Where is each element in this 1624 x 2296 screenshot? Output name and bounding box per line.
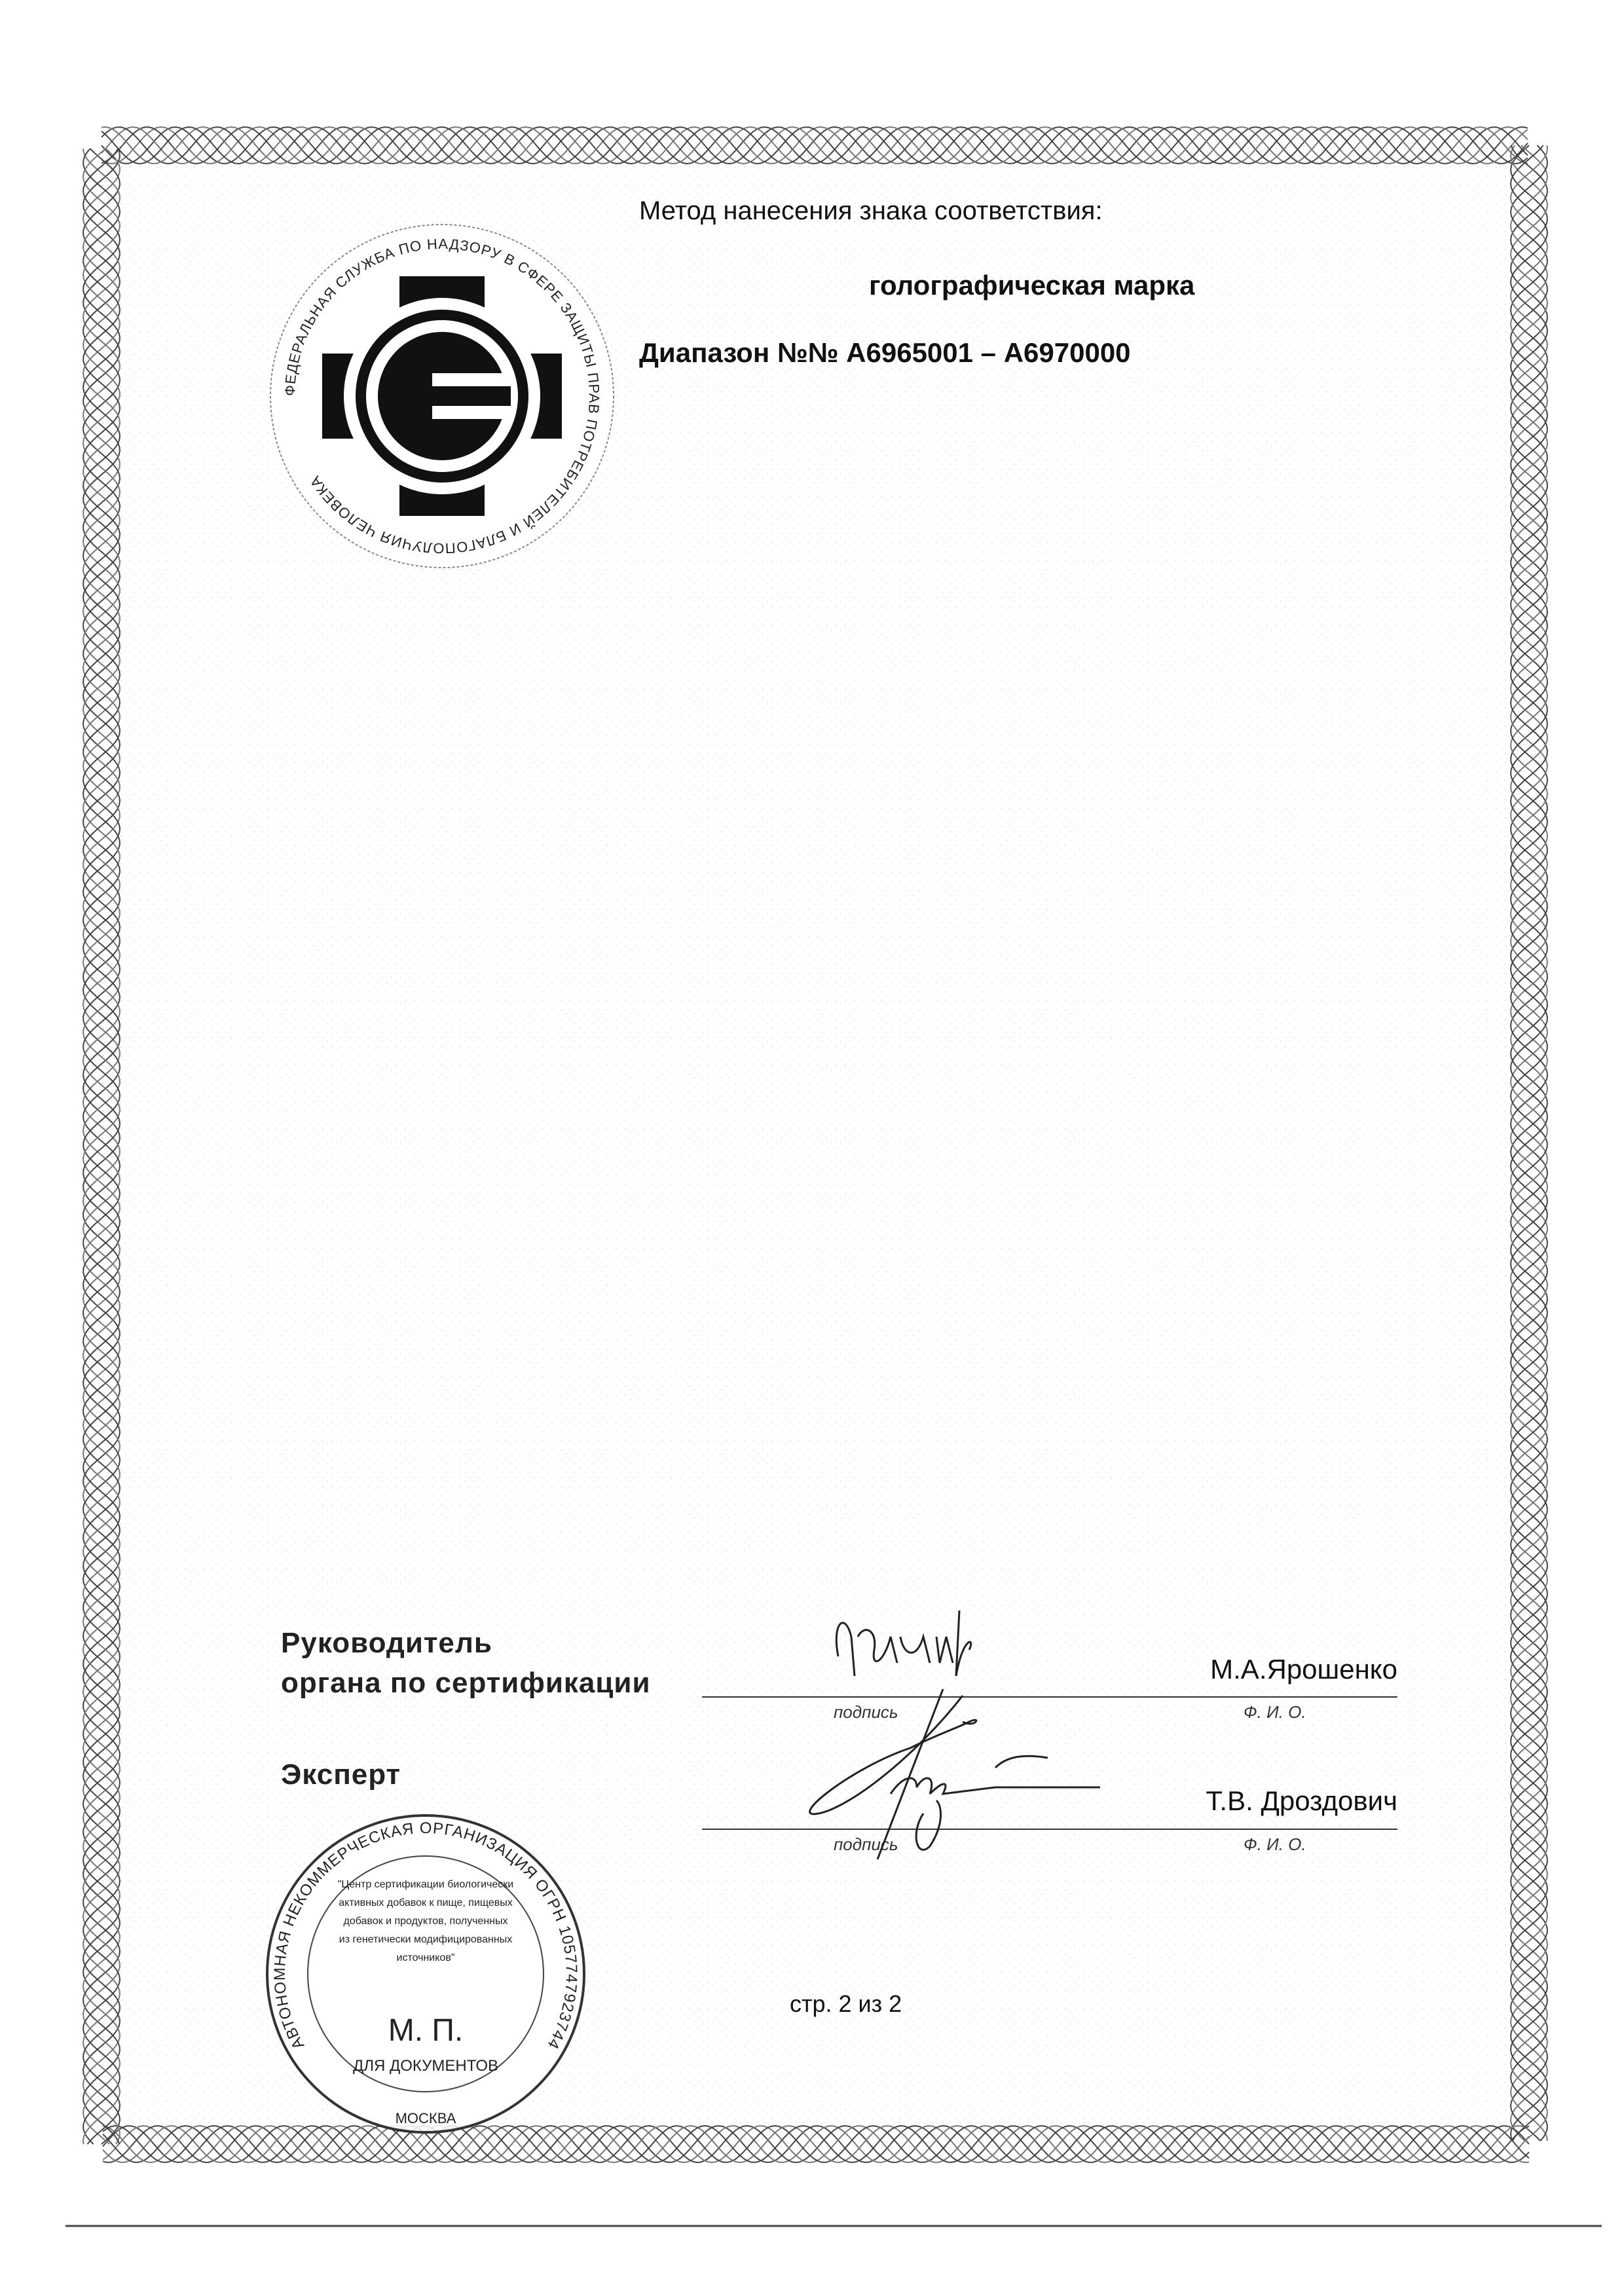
head-name-caption: Ф. И. О. xyxy=(1244,1702,1306,1722)
expert-label: Эксперт xyxy=(281,1758,401,1791)
rospotrebnadzor-logo xyxy=(268,223,616,570)
stamp-mp: М. П. xyxy=(388,2013,464,2048)
marking-range: Диапазон №№ А6965001 – А6970000 xyxy=(639,337,1131,368)
expert-name: Т.В. Дроздович xyxy=(1206,1785,1397,1816)
expert-name-caption: Ф. И. О. xyxy=(1244,1834,1306,1854)
marking-method-value: голографическая марка xyxy=(869,270,1195,301)
marking-method-label: Метод нанесения знака соответствия: xyxy=(639,196,1103,225)
page-number: стр. 2 из 2 xyxy=(790,1990,902,2017)
expert-signature-caption: подпись xyxy=(834,1834,898,1854)
stamp-bottom-text: ДЛЯ ДОКУМЕНТОВ xyxy=(352,2057,499,2075)
head-name: М.А.Ярошенко xyxy=(1210,1654,1397,1685)
organization-stamp xyxy=(262,1810,589,2138)
handwritten-signatures xyxy=(720,1597,1179,1872)
head-label-line2: органа по сертификации xyxy=(281,1667,651,1699)
stamp-city: МОСКВА xyxy=(395,2110,456,2126)
head-signature-caption: подпись xyxy=(834,1702,898,1722)
stamp-ring-text: АВТОНОМНАЯ НЕКОММЕРЧЕСКАЯ ОРГАНИЗАЦИЯ ОГРН 1057747923744 xyxy=(271,1819,581,2052)
head-label-line1: Руководитель xyxy=(281,1627,492,1659)
logo-ring-text: ФЕДЕРАЛЬНАЯ СЛУЖБА ПО НАДЗОРУ В СФЕРЕ ЗАЩИТЫ ПРАВ ПОТРЕБИТЕЛЕЙ И БЛАГОПОЛУЧИЯ ЧЕЛОВЕКА xyxy=(281,235,603,557)
stamp-inner-text: "Центр сертификации биологически активных добавок к пище, пищевых добавок и продуктов, полученных из генетически модифицированных источников" xyxy=(337,1879,514,1963)
